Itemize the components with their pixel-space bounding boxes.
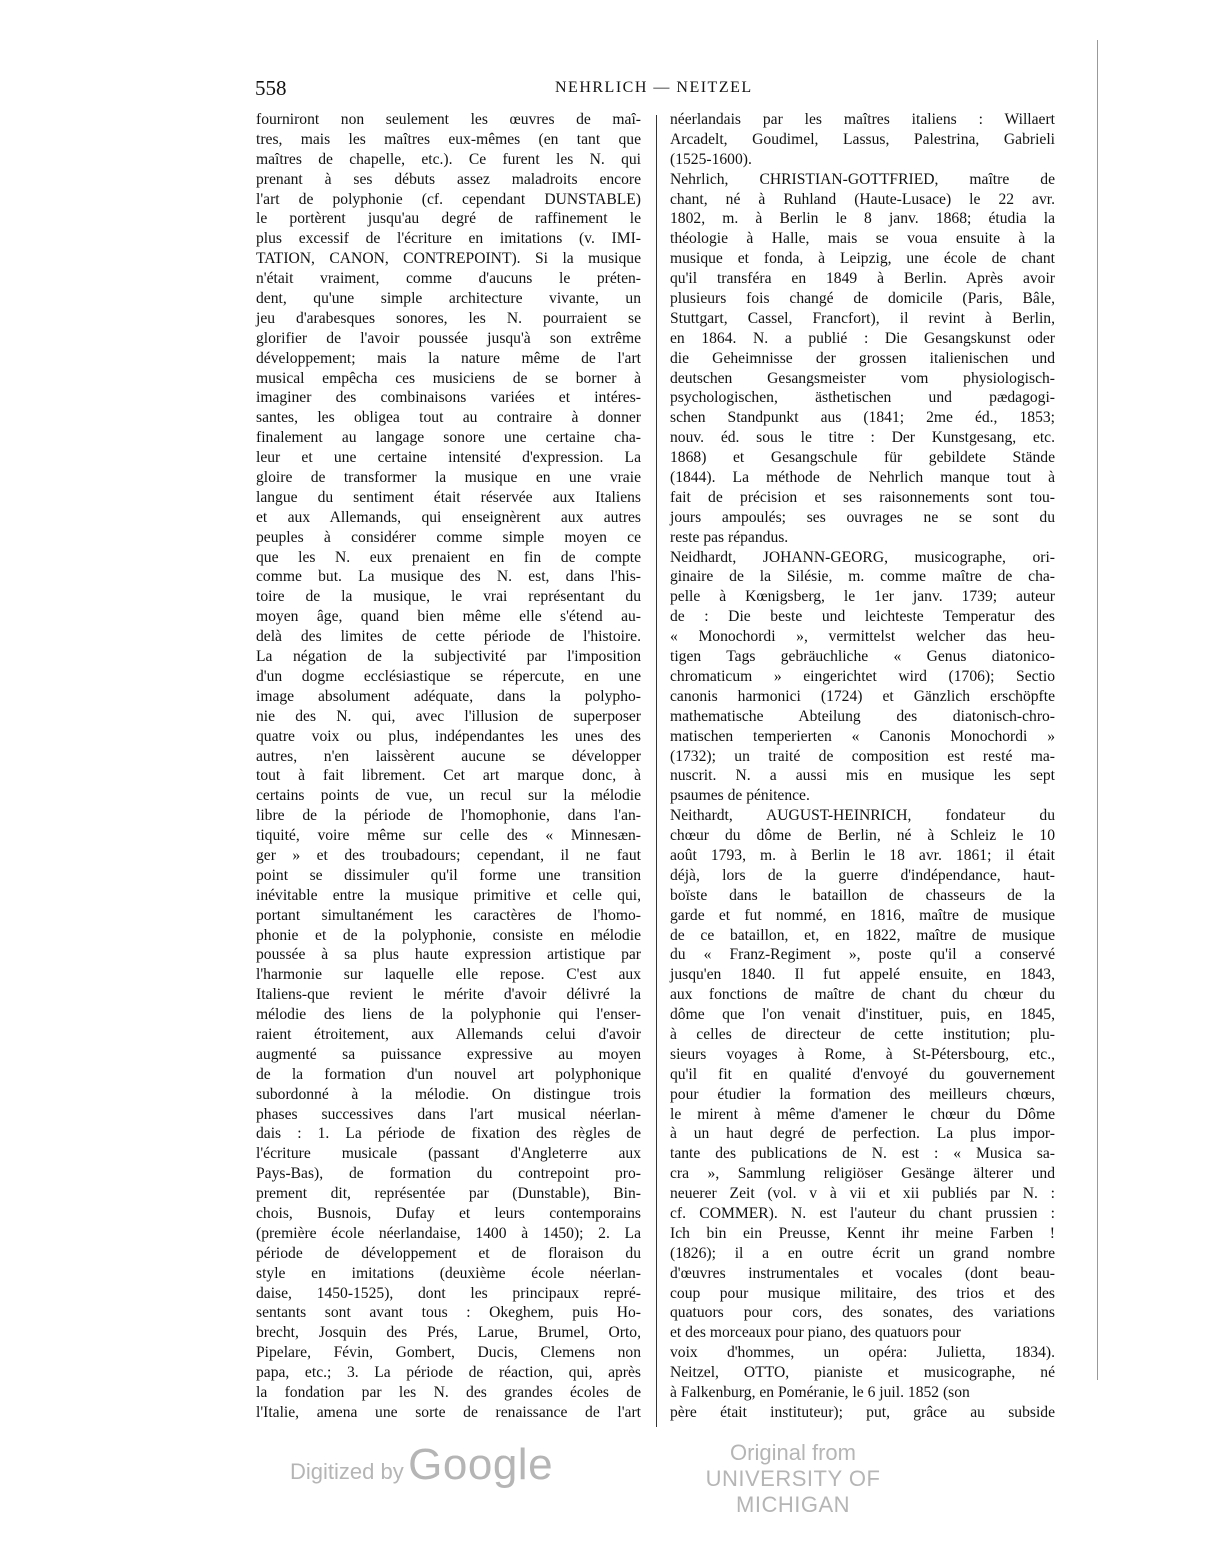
text-line: reste pas répandus.	[670, 528, 789, 546]
text-line: le portèrent jusqu'au degré de raffinement le	[256, 210, 641, 228]
text-line: sieurs voyages à Rome, à St-Pétersbourg, etc.,	[670, 1045, 1055, 1063]
text-line: nie des N. qui, avec l'illusion de superposer	[256, 707, 641, 725]
text-line: père était instituteur); put, grâce au subside	[670, 1403, 1055, 1421]
text-line: prement dit, représentée par (Dunstable), Bin-	[256, 1185, 641, 1203]
text-line: Neithardt, AUGUST-HEINRICH, fondateur du	[670, 807, 1055, 825]
text-line: de : Die beste und leichteste Temperatur des	[670, 608, 1055, 626]
text-line: portant simultanément les caractères de l'homo-	[256, 906, 641, 924]
text-line: le mirent à même d'amener le chœur du Dôme	[670, 1105, 1055, 1123]
text-line: l'harmonie sur laquelle elle repose. C'est aux	[256, 966, 641, 984]
text-line: jeu d'arabesques sonores, les N. pourraient se	[256, 309, 641, 327]
text-line: canonis harmonici (1724) et Gänzlich erschöpfte	[670, 687, 1055, 705]
text-line: libre de la période de l'homophonie, dans l'an-	[256, 807, 641, 825]
text-line: chois, Busnois, Dufay et leurs contemporains	[256, 1204, 641, 1222]
text-line: « Monochordi », vermittelst welcher das heu-	[670, 628, 1055, 646]
text-line: musique et fonda, à Leipzig, une école de chant	[670, 250, 1055, 268]
text-line: et des morceaux pour piano, des quatuors pour	[670, 1324, 962, 1342]
text-line: pelle à Kœnigsberg, le 1er janv. 1739; auteur	[670, 588, 1055, 606]
text-line: boïste dans le bataillon de chasseurs de la	[670, 886, 1055, 904]
digitized-by-google-watermark	[290, 1440, 553, 1490]
text-line: période de développement et de floraison du	[256, 1244, 641, 1262]
text-line: autres, n'en laissèrent aucune se développer	[256, 747, 641, 765]
scan-edge-line	[1097, 40, 1098, 1380]
text-line: coup pour musique militaire, des trios et des	[670, 1284, 1055, 1302]
text-line: glorifier de l'avoir poussée jusqu'à son extrême	[256, 329, 641, 347]
text-line: La négation de la subjectivité par l'imposition	[256, 648, 641, 666]
text-line: brecht, Josquin des Prés, Larue, Brumel, Orto,	[256, 1324, 641, 1342]
text-line: moyen âge, quand bien même elle s'étend au-	[256, 608, 641, 626]
text-line: quatre voix ou plus, indépendantes les unes des	[256, 727, 641, 745]
text-line: (1525-1600).	[670, 150, 752, 168]
text-line: gloire de transformer la musique en une vraie	[256, 469, 641, 487]
text-line: garde et fut nommé, en 1816, maître de musique	[670, 906, 1055, 924]
text-line: Italiens-que revient le mérite d'avoir délivré la	[256, 986, 641, 1004]
text-line: (1732); un traité de composition est resté ma-	[670, 747, 1055, 765]
text-line: leur et une certaine intensité d'expression. La	[256, 449, 641, 467]
text-line: 1868) et Gesangschule für gebildete Stände	[670, 449, 1055, 467]
text-line: chant, né à Ruhland (Haute-Lusace) le 22 avr.	[670, 190, 1055, 208]
text-line: Pays-Bas), de formation du contrepoint pro-	[256, 1165, 641, 1183]
text-line: peuples à considérer comme simple moyen ce	[256, 528, 641, 546]
text-line: d'un dogme ecclésiastique se répercute, en une	[256, 667, 641, 685]
text-line: musical empêcha ces musiciens de se borner à	[256, 369, 641, 387]
text-line: l'art de polyphonie (cf. cependant DUNSTABLE)	[256, 190, 641, 208]
text-line: Pipelare, Févin, Gombert, Ducis, Clemens non	[256, 1344, 641, 1362]
text-line: Stuttgart, Cassel, Francfort), il revint à Berlin,	[670, 309, 1055, 327]
text-line: et aux Allemands, qui enseignèrent aux autres	[256, 508, 641, 526]
text-line: Ich bin ein Preusse, Kennt ihr meine Farben !	[670, 1224, 1055, 1242]
text-line: (première école néerlandaise, 1400 à 1450); 2. La	[256, 1224, 641, 1242]
original-from-text: Original from	[730, 1440, 856, 1465]
text-line: psaumes de pénitence.	[670, 787, 810, 805]
text-line: août 1793, m. à Berlin le 18 avr. 1861; il était	[670, 846, 1055, 864]
text-line: subordonné à la mélodie. On distingue trois	[256, 1085, 641, 1103]
text-line: tante des publications de N. est : « Musica sa-	[670, 1145, 1055, 1163]
text-line: poussée à sa plus haute expression artistique par	[256, 946, 641, 964]
text-line: n'était vraiment, comme d'aucuns le préten-	[256, 270, 641, 288]
text-line: maîtres de chapelle, etc.). Ce furent les N. qui	[256, 150, 641, 168]
text-line: augmenté sa puissance expressive au moyen	[256, 1045, 641, 1063]
text-line: phonie et de la polyphonie, consiste en mélodie	[256, 926, 641, 944]
text-line: plusieurs fois changé de domicile (Paris, Bâle,	[670, 290, 1055, 308]
page-number: 558	[255, 76, 287, 100]
left-column	[256, 110, 641, 1423]
text-line: l'écriture musicale (passant d'Angleterre aux	[256, 1145, 641, 1163]
text-line: tres, mais les maîtres eux-mêmes (en tant que	[256, 130, 641, 148]
text-line: mathematische Abteilung des diatonisch-chro-	[670, 707, 1055, 725]
text-line: tout à fait librement. Cet art marque donc, à	[256, 767, 641, 785]
text-line: 1802, m. à Berlin le 8 janv. 1868; étudia la	[670, 210, 1055, 228]
text-line: santes, les obligea tout au contraire à donner	[256, 409, 641, 427]
text-line: finalement au langage sonore une certaine cha-	[256, 429, 641, 447]
text-line: cf. COMMER). N. est l'auteur du chant prussien :	[670, 1204, 1055, 1222]
text-line: en 1864. N. a publié : Die Gesangskunst oder	[670, 329, 1055, 347]
university-text: UNIVERSITY OF MICHIGAN	[705, 1466, 881, 1517]
text-line: certains points de vue, un recul sur la mélodie	[256, 787, 641, 805]
text-line: mélodie des liens de la polyphonie qui l'enser-	[256, 1006, 641, 1024]
text-line: aux fonctions de maître de chant du chœur du	[670, 986, 1055, 1004]
text-line: qu'il transféra en 1849 à Berlin. Après avoir	[670, 270, 1055, 288]
text-line: ginaire de la Silésie, m. comme maître de cha-	[670, 568, 1055, 586]
text-line: jours ampoulés; ses ouvrages ne se sont du	[670, 508, 1055, 526]
text-line: daise, 1450-1525), dont les principaux repré-	[256, 1284, 641, 1302]
text-line: que les N. eux prenaient en fin de compte	[256, 548, 641, 566]
text-line: l'Italie, amena une sorte de renaissance de l'art	[256, 1403, 641, 1421]
text-line: fait de précision et ses raisonnements sont tou-	[670, 488, 1055, 506]
right-column	[670, 110, 1055, 1423]
text-line: Arcadelt, Goudimel, Lassus, Palestrina, Gabrieli	[670, 130, 1055, 148]
text-line: quatuors pour cors, des sonates, des variations	[670, 1304, 1055, 1322]
text-line: delà des limites de cette période de l'histoire.	[256, 628, 641, 646]
text-line: matischen temperierten « Canonis Monochordi »	[670, 727, 1055, 745]
running-head: NEHRLICH — NEITZEL	[555, 79, 753, 96]
text-line: du « Franz-Regiment », poste qu'il a conservé	[670, 946, 1055, 964]
text-line: à Falkenburg, en Poméranie, le 6 juil. 1852 (son	[670, 1384, 970, 1401]
text-line: Nehrlich, CHRISTIAN-GOTTFRIED, maître de	[670, 170, 1055, 188]
text-line: Neitzel, OTTO, pianiste et musicographe, né	[670, 1364, 1055, 1382]
text-line: d'œuvres instrumentales et vocales (dont beau-	[670, 1264, 1055, 1282]
text-line: dais : 1. La période de fixation des règles de	[256, 1125, 641, 1143]
text-line: style en imitations (deuxième école néerlan-	[256, 1264, 641, 1282]
text-line: à celles de directeur de cette institution; plu-	[670, 1025, 1055, 1043]
text-line: raient étroitement, aux Allemands celui d'avoir	[256, 1025, 641, 1043]
text-line: schen Standpunkt aus (1841; 2me éd., 1853;	[670, 409, 1055, 427]
text-line: papa, etc.; 3. La période de réaction, qui, après	[256, 1364, 641, 1382]
text-line: dôme que l'on venait d'instituer, puis, en 1845,	[670, 1006, 1055, 1024]
text-line: sentants sont avant tous : Okeghem, puis Ho-	[256, 1304, 641, 1322]
digitized-by-text: Digitized by	[290, 1459, 404, 1484]
text-line: voix d'hommes, un opéra: Julietta, 1834).	[670, 1344, 1055, 1362]
text-line: inévitable entre la musique primitive et celle qui,	[256, 886, 641, 904]
text-line: à un haut degré de perfection. La plus impor-	[670, 1125, 1055, 1143]
text-line: imaginer des combinaisons variées et intéres-	[256, 389, 641, 407]
text-line: nuscrit. N. a aussi mis en musique les sept	[670, 767, 1055, 785]
text-line: pour étudier la formation des meilleurs chœurs,	[670, 1085, 1055, 1103]
text-line: dent, qu'une simple architecture vivante, un	[256, 290, 641, 308]
column-divider	[656, 115, 657, 1427]
text-line: prenant à ses débuts assez maladroits encore	[256, 170, 641, 188]
text-line: de la formation d'un nouvel art polyphonique	[256, 1065, 641, 1083]
original-from-watermark	[668, 1440, 918, 1518]
text-line: TATION, CANON, CONTREPOINT). Si la musique	[256, 250, 641, 268]
text-line: image absolument adéquate, dans la polypho-	[256, 687, 641, 705]
google-logo-text: Google	[408, 1440, 554, 1489]
text-line: neuerer Zeit (vol. v à vii et xii publiés par N. :	[670, 1185, 1055, 1203]
text-line: Neidhardt, JOHANN-GEORG, musicographe, ori-	[670, 548, 1055, 566]
page-header	[255, 76, 1055, 102]
text-line: comme but. La musique des N. est, dans l'his-	[256, 568, 641, 586]
text-line: point se dissimuler qu'il forme une transition	[256, 866, 641, 884]
text-line: qu'il fit en qualité d'envoyé du gouvernement	[670, 1065, 1055, 1083]
text-line: tiquité, voire même sur celle des « Minnesæn-	[256, 827, 641, 845]
text-line: chœur du dôme de Berlin, né à Schleiz le 10	[670, 827, 1055, 845]
text-line: la fondation par les N. des grandes écoles de	[256, 1384, 641, 1401]
text-line: théologie à Halle, mais se voua ensuite à la	[670, 230, 1055, 248]
text-line: toire de la musique, le vrai représentant du	[256, 588, 641, 606]
text-line: psychologischen, ästhetischen und pædagogi-	[670, 389, 1055, 407]
text-line: deutschen Gesangsmeister vom physiologisch-	[670, 369, 1055, 387]
text-line: nouv. éd. sous le titre : Der Kunstgesang, etc.	[670, 429, 1055, 447]
text-line: cra », Sammlung religiöser Gesänge älterer und	[670, 1165, 1055, 1183]
text-line: tigen Tags gebräuchliche « Genus diatonico-	[670, 648, 1055, 666]
text-line: néerlandais par les maîtres italiens : Willaert	[670, 111, 1055, 128]
text-line: die Geheimnisse der grossen italienischen und	[670, 349, 1055, 367]
text-line: ger » et des troubadours; cependant, il ne faut	[256, 846, 641, 864]
text-line: développement; mais la nature même de l'art	[256, 349, 641, 367]
text-line: fourniront non seulement les œuvres de maî-	[256, 111, 641, 128]
text-line: langue du sentiment était réservée aux Italiens	[256, 488, 641, 506]
text-line: de ce bataillon, et, en 1822, maître de musique	[670, 926, 1055, 944]
text-line: (1844). La méthode de Nehrlich manque tout à	[670, 469, 1055, 487]
text-line: jusqu'en 1840. Il fut appelé ensuite, en 1843,	[670, 966, 1055, 984]
text-line: chromaticum » eingerichtet wird (1706); Sectio	[670, 667, 1055, 685]
text-line: (1826); il a en outre écrit un grand nombre	[670, 1244, 1055, 1262]
text-line: déjà, lors de la guerre d'indépendance, haut-	[670, 866, 1055, 884]
text-line: plus excessif de l'écriture en imitations (v. IMI-	[256, 230, 641, 248]
text-line: phases successives dans l'art musical néerlan-	[256, 1105, 641, 1123]
